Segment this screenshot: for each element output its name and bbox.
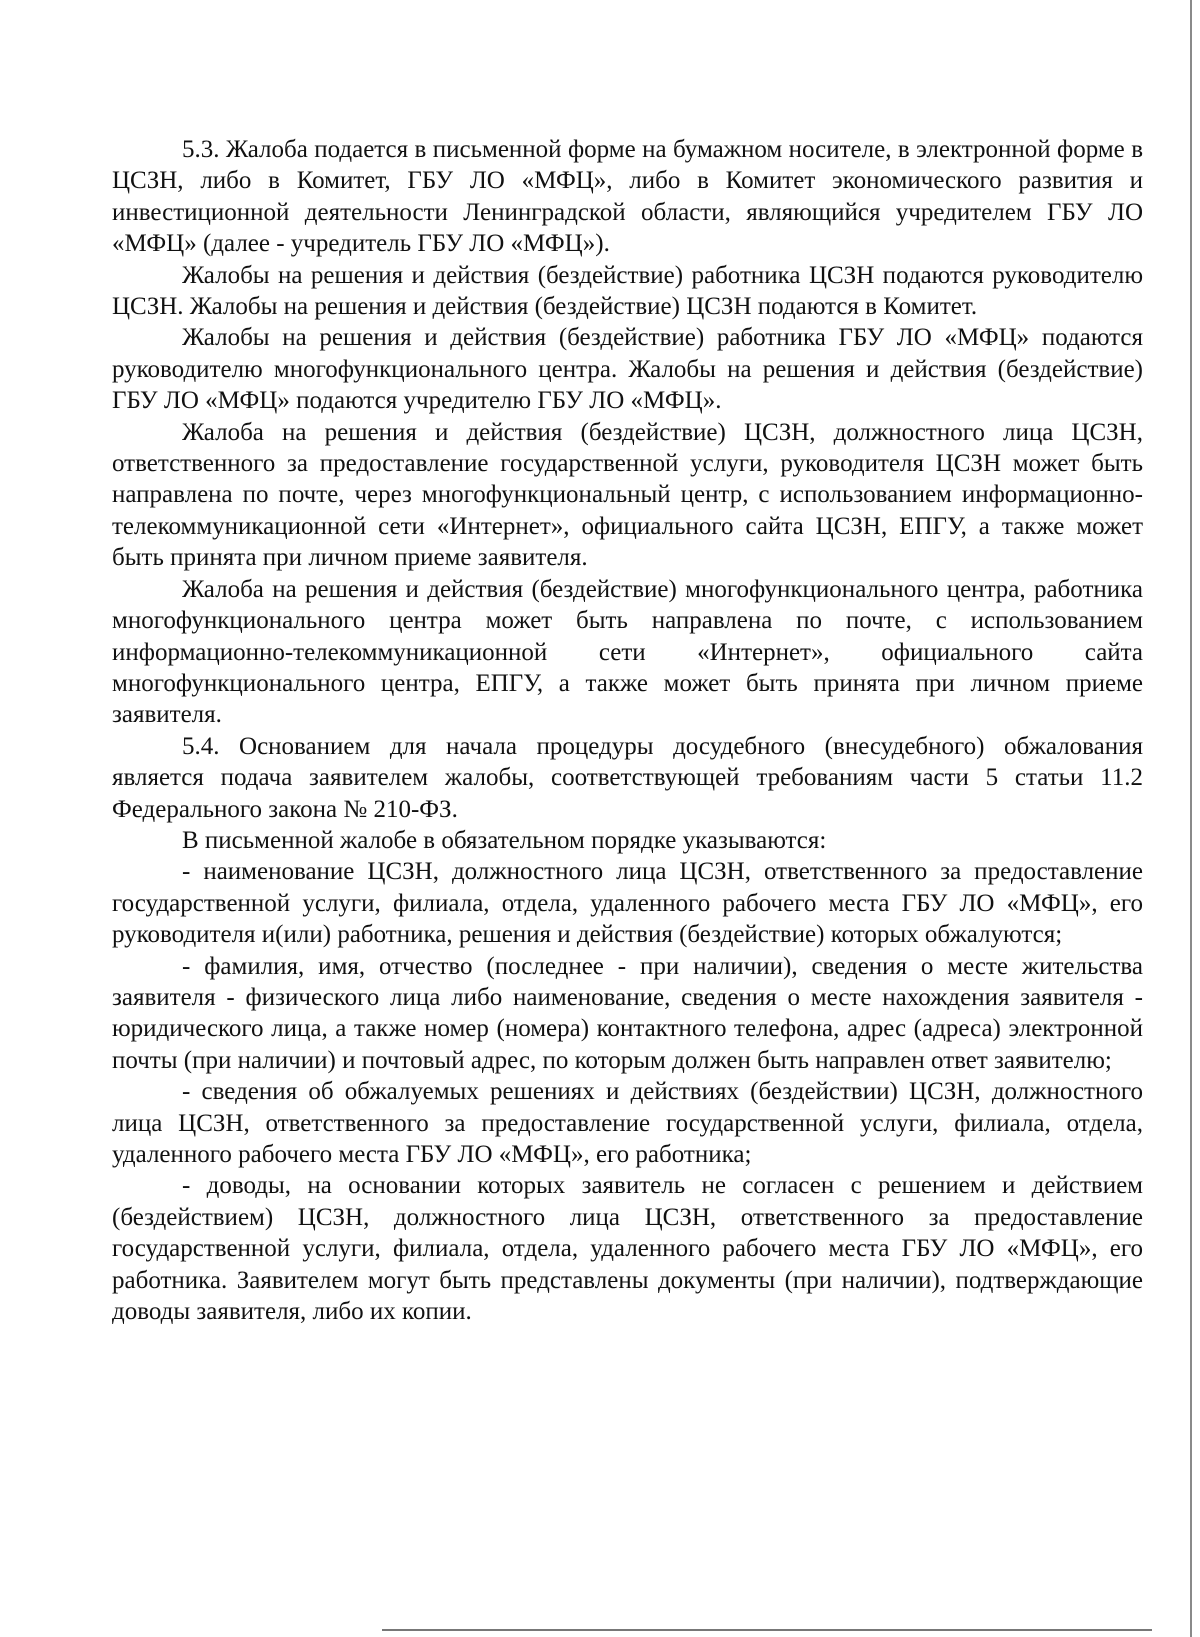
list-item-arguments: - доводы, на основании которых заявитель не согласен с решением и действием (бездействием) ЦСЗН, должностного лица ЦСЗН, ответственного за предоставление государственной услуги, филиала, отдела, удаленного рабочего места ГБУ ЛО «МФЦ», его работника. Заявителем могут быть представлены документы (при наличии), подтверждающие доводы заявителя, либо их копии.: [112, 1172, 1143, 1326]
scan-edge-right: [1190, 0, 1192, 1637]
list-item-applicant-details: - фамилия, имя, отчество (последнее - при наличии), сведения о месте жительства заявителя - физического лица либо наименование, сведения о месте нахождения заявителя - юридического лица, а также номер (номера) контактного телефона, адрес (адреса) электронной почты (при наличии) и почтовый адрес, по которым должен быть направлен ответ заявителю;: [112, 952, 1143, 1074]
paragraph-complaint-channels-mfc: Жалоба на решения и действия (бездействие) многофункционального центра, работника многофункционального центра может быть направлена по почте, с использованием информационно-телекоммуникационной сети «Интернет», официального сайта многофункционального центра, ЕПГУ, а также может быть принята при личном приеме заявителя.: [112, 575, 1143, 729]
list-item-appealed-decisions: - сведения об обжалуемых решениях и действиях (бездействии) ЦСЗН, должностного лица ЦСЗН, ответственного за предоставление государственной услуги, филиала, отдела, удаленного рабочего места ГБУ ЛО «МФЦ», его работника;: [112, 1078, 1143, 1168]
paragraph-complaints-mfc: Жалобы на решения и действия (бездействие) работника ГБУ ЛО «МФЦ» подаются руководителю многофункционального центра. Жалобы на решения и действия (бездействие) ГБУ ЛО «МФЦ» подаются учредителю ГБУ ЛО «МФЦ».: [112, 324, 1143, 415]
scan-edge-bottom: [382, 1629, 1152, 1631]
paragraph-complaints-cszn: Жалобы на решения и действия (бездействие) работника ЦСЗН подаются руководителю ЦСЗН. Жалобы на решения и действия (бездействие) ЦСЗН подаются в Комитет.: [112, 261, 1143, 321]
paragraph-required-contents-intro: В письменной жалобе в обязательном порядке указываются:: [182, 826, 827, 854]
paragraph-5-3: 5.3. Жалоба подается в письменной форме на бумажном носителе, в электронной форме в ЦСЗН, либо в Комитет, ГБУ ЛО «МФЦ», либо в Комитет экономического развития и инвестиционной деятельности Ленинградской области, являющийся учредителем ГБУ ЛО «МФЦ» (далее - учредитель ГБУ ЛО «МФЦ»).: [112, 136, 1143, 258]
list-item-name-of-body: - наименование ЦСЗН, должностного лица ЦСЗН, ответственного за предоставление государственной услуги, филиала, отдела, удаленного рабочего места ГБУ ЛО «МФЦ», его руководителя и(или) работника, решения и действия (бездействие) которых обжалуются;: [112, 858, 1143, 949]
paragraph-complaint-channels-cszn: Жалоба на решения и действия (бездействие) ЦСЗН, должностного лица ЦСЗН, ответственного за предоставление государственной услуги, руководителя ЦСЗН может быть направлена по почте, через многофункциональный центр, с использованием информационно-телекоммуникационной сети «Интернет», официального сайта ЦСЗН, ЕПГУ, а также может быть принята при личном приеме заявителя.: [112, 418, 1143, 572]
paragraph-5-4: 5.4. Основанием для начала процедуры досудебного (внесудебного) обжалования является подача заявителем жалобы, соответствующей требованиям части 5 статьи 11.2 Федерального закона № 210-ФЗ.: [112, 732, 1143, 823]
document-body: [112, 134, 1143, 1327]
